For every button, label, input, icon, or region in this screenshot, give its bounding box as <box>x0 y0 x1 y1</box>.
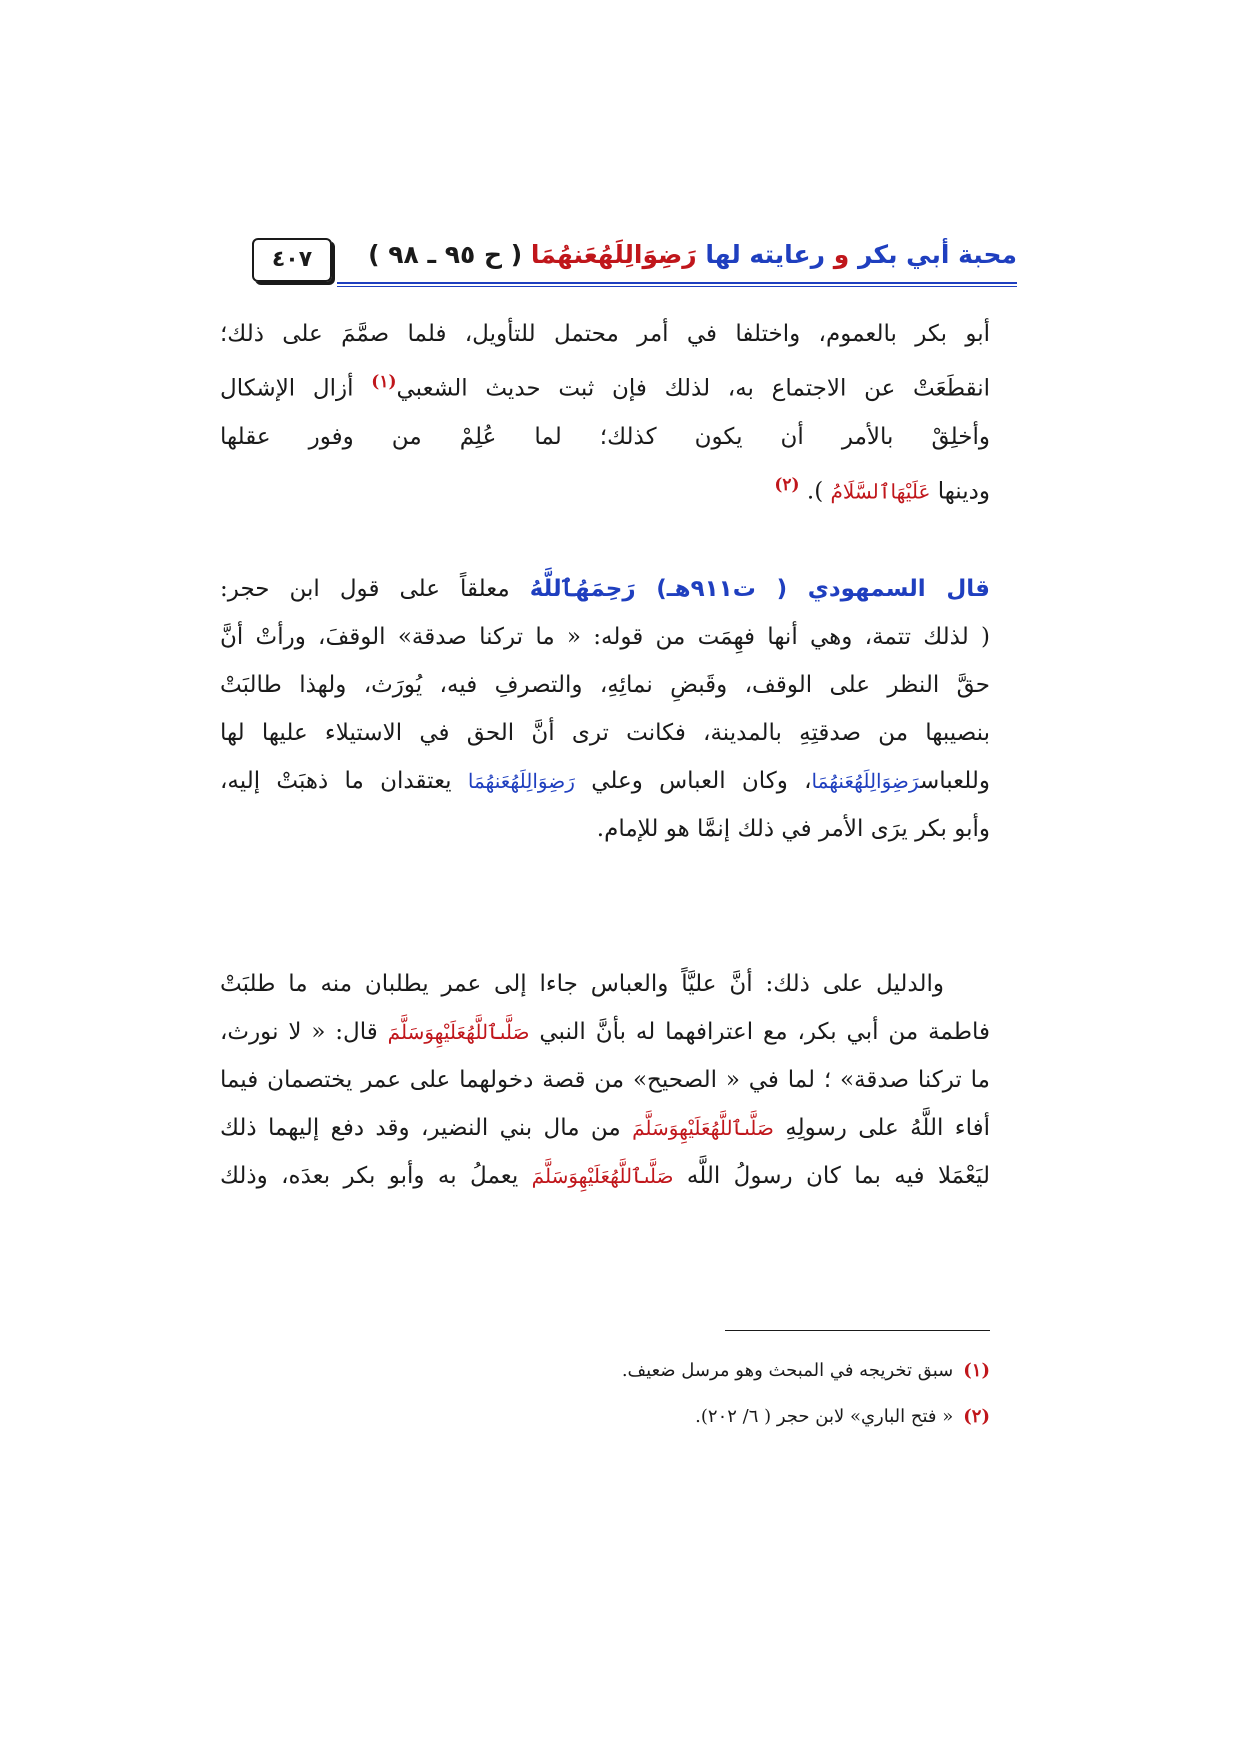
text-line: وللعباسرَضِوَالِلَهُعَنهُمَا، وكان العباس وعلي رَضِوَالِلَهُعَنهُمَا يعتقدان ما ذهبَتْ إليه، <box>220 768 990 794</box>
honorific-salla: صَلَّىٱللَّهُعَلَيْهِوَسَلَّمَ <box>632 1116 774 1140</box>
footnote-ref-2[interactable]: (٢) <box>774 474 800 495</box>
header-rule <box>337 282 1017 284</box>
footnote-number: (١) <box>963 1360 990 1381</box>
text-line: والدليل على ذلك: أنَّ عليَّاً والعباس جاءا إلى عمر يطلبان منه ما طلبَتْ <box>220 971 944 997</box>
header-honorific: رَضِوَالِلَهُعَنهُمَا <box>530 240 697 269</box>
page-header <box>252 238 1017 286</box>
header-title-part3: رعايته لها <box>705 240 826 269</box>
text-line: وأبو بكر يرَى الأمر في ذلك إنمَّا هو للإمام. <box>596 816 990 842</box>
header-title <box>368 240 1017 269</box>
text-line: فاطمة من أبي بكر، مع اعترافهما له بأنَّ النبي صَلَّىٱللَّهُعَلَيْهِوَسَلَّمَ قال: « لا نورث، <box>220 1019 991 1045</box>
paragraph-1 <box>220 310 990 515</box>
footnote-2 <box>220 1394 990 1440</box>
text-line: حقَّ النظر على الوقف، وقَبضِ نمائِهِ، والتصرفِ فيه، يُورَث، ولهذا طالبَتْ <box>220 672 990 698</box>
text-line: ليَعْمَلا فيه بما كان رسولُ اللَّه صَلَّىٱللَّهُعَلَيْهِوَسَلَّمَ يعملُ به وأبو بكر بعدَه، وذلك <box>220 1163 991 1189</box>
honorific-radiya: رَضِوَالِلَهُعَنهُمَا <box>467 769 575 793</box>
text-line: بنصيبها من صدقتِهِ بالمدينة، فكانت ترى أنَّ الحق في الاستيلاء عليها لها <box>220 720 990 746</box>
text-line: ودينها عَلَيْهَاٱلسَّلَامُ ). $^{(٢)}$ <box>774 474 990 505</box>
honorific-salla: صَلَّىٱللَّهُعَلَيْهِوَسَلَّمَ <box>387 1020 530 1044</box>
text-line: انقطَعَتْ عن الاجتماع به، لذلك فإن ثبت حديث الشعبي$^{(١)}$ أزال الإشكال <box>220 372 991 402</box>
page-number: ٤٠٧ <box>252 238 332 282</box>
footnote-ref-1[interactable]: (١) <box>371 372 397 392</box>
honorific-salla: صَلَّىٱللَّهُعَلَيْهِوَسَلَّمَ <box>531 1164 674 1188</box>
text-line: ( لذلك تتمة، وهي أنها فهِمَت من قوله: « ما تركنا صدقة» الوقفَ، ورأتْ أنَّ <box>220 624 990 650</box>
speaker-samhudi: قال السمهودي ( ت٩١١هـ) رَحِمَهُٱللَّهُ <box>529 576 990 602</box>
footnote-text: سبق تخريجه في المبحث وهو مرسل ضعيف. <box>621 1360 954 1381</box>
header-title-part2: و <box>833 240 850 269</box>
footnote-separator <box>725 1330 990 1331</box>
paragraph-2 <box>220 565 990 853</box>
honorific-alayha-salam: عَلَيْهَاٱلسَّلَامُ <box>830 479 931 504</box>
header-range: ( ح ٩٥ ـ ٩٨ ) <box>368 240 523 269</box>
footnote-text: « فتح الباري» لابن حجر ( ٦/ ٢٠٢). <box>695 1406 954 1427</box>
text-line: قال السمهودي ( ت٩١١هـ) رَحِمَهُٱللَّهُ معلقاً على قول ابن حجر: <box>220 576 990 602</box>
footnote-1 <box>220 1348 990 1394</box>
text-line: ما تركنا صدقة» ؛ لما في « الصحيح» من قصة دخولهما على عمر يختصمان فيما <box>220 1067 990 1093</box>
honorific-radiya: رَضِوَالِلَهُعَنهُمَا <box>811 769 920 793</box>
footnotes <box>220 1348 990 1440</box>
footnote-number: (٢) <box>963 1406 990 1427</box>
header-title-part1: محبة أبي بكر <box>858 240 1017 269</box>
text-line: أبو بكر بالعموم، واختلفا في أمر محتمل للتأويل، فلما صمَّمَ على ذلك؛ <box>220 321 990 347</box>
text-line: أفاء اللَّهُ على رسولِهِ صَلَّىٱللَّهُعَلَيْهِوَسَلَّمَ من مال بني النضير، وقد دفع إليهما ذلك <box>220 1115 990 1141</box>
header-rule-secondary <box>337 286 1017 287</box>
text-line: وأخلِقْ بالأمر أن يكون كذلك؛ لما عُلِمْ من وفور عقلها <box>220 423 990 450</box>
paragraph-3 <box>220 960 990 1200</box>
